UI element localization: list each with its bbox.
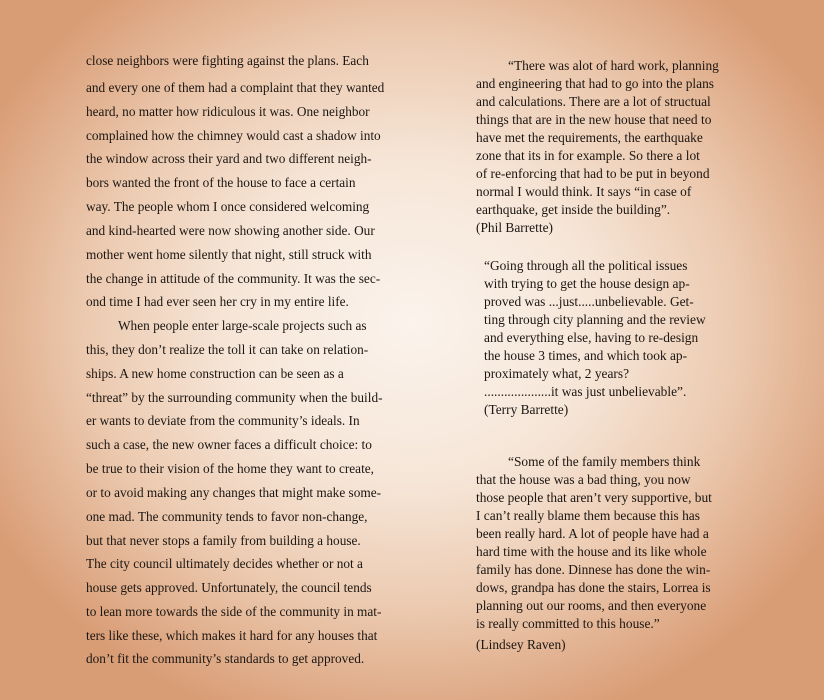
quote-line: the house 3 times, and which took ap- bbox=[484, 348, 688, 363]
text-line: mother went home silently that night, still struck with bbox=[86, 247, 372, 262]
text-line: ships. A new home construction can be seen as a bbox=[86, 366, 344, 381]
quote-line: “Going through all the political issues bbox=[484, 258, 688, 273]
quote-line: proved was ...just.....unbelievable. Get- bbox=[484, 294, 694, 309]
quote-line: and calculations. There are a lot of structual bbox=[476, 94, 711, 109]
text-line: ond time I had ever seen her cry in my entire life. bbox=[86, 294, 349, 309]
text-line: and kind-hearted were now showing another side. Our bbox=[86, 223, 375, 238]
quote-line: of re-enforcing that had to be put in beyond bbox=[476, 166, 710, 181]
quote-line: dows, grandpa has done the stairs, Lorrea is bbox=[476, 580, 711, 595]
quote-line: and everything else, having to re-design bbox=[484, 330, 699, 345]
quote-line: is really committed to this house.” bbox=[476, 616, 660, 631]
text-line: bors wanted the front of the house to face a certain bbox=[86, 175, 356, 190]
quote-line: ting through city planning and the review bbox=[484, 312, 706, 327]
quote-attribution: (Lindsey Raven) bbox=[476, 637, 566, 652]
quote-line: “There was alot of hard work, planning bbox=[508, 58, 719, 73]
text-line: such a case, the new owner faces a difficult choice: to bbox=[86, 437, 372, 452]
quote-line: hard time with the house and its like whole bbox=[476, 544, 707, 559]
text-line: ters like these, which makes it hard for any houses that bbox=[86, 628, 378, 643]
quote-line: normal I would think. It says “in case of bbox=[476, 184, 692, 199]
quote-attribution: (Terry Barrette) bbox=[484, 402, 569, 417]
quote-line: proximately what, 2 years? bbox=[484, 366, 630, 381]
text-line: and every one of them had a complaint that they wanted bbox=[86, 80, 385, 95]
text-line: way. The people whom I once considered welcoming bbox=[86, 199, 370, 214]
quote-attribution: (Phil Barrette) bbox=[476, 220, 553, 235]
text-line: or to avoid making any changes that might make some- bbox=[86, 485, 382, 500]
quote-line: “Some of the family members think bbox=[508, 454, 701, 469]
text-line: but that never stops a family from building a house. bbox=[86, 533, 361, 548]
quote-line: have met the requirements, the earthquake bbox=[476, 130, 703, 145]
text-line: don’t fit the community’s standards to get approved. bbox=[86, 651, 365, 666]
text-line: The city council ultimately decides whether or not a bbox=[86, 556, 363, 571]
text-line: the change in attitude of the community. It was the sec- bbox=[86, 271, 381, 286]
quote-line: with trying to get the house design ap- bbox=[484, 276, 690, 291]
quote-line: that the house was a bad thing, you now bbox=[476, 472, 691, 487]
text-line: be true to their vision of the home they want to create, bbox=[86, 461, 375, 476]
quote-line: those people that aren’t very supportive, but bbox=[476, 490, 712, 505]
quote-line: things that are in the new house that need to bbox=[476, 112, 712, 127]
text-line: close neighbors were fighting against the plans. Each bbox=[86, 53, 369, 68]
quote-line: and engineering that had to go into the plans bbox=[476, 76, 714, 91]
quote-line: ....................it was just unbelievable”. bbox=[484, 384, 687, 399]
text-line: the window across their yard and two different neigh- bbox=[86, 151, 372, 166]
text-line: complained how the chimney would cast a shadow into bbox=[86, 128, 381, 143]
quote-line: planning out our rooms, and then everyone bbox=[476, 598, 707, 613]
quote-line: earthquake, get inside the building”. bbox=[476, 202, 671, 217]
text-line: this, they don’t realize the toll it can take on relation- bbox=[86, 342, 369, 357]
text-line: to lean more towards the side of the community in mat- bbox=[86, 604, 382, 619]
text-line: house gets approved. Unfortunately, the council tends bbox=[86, 580, 372, 595]
quote-line: zone that its in for example. So there a lot bbox=[476, 148, 700, 163]
text-line: one mad. The community tends to favor non-change, bbox=[86, 509, 368, 524]
quote-line: family has done. Dinnese has done the win- bbox=[476, 562, 711, 577]
text-line: “threat” by the surrounding community when the build- bbox=[86, 390, 383, 405]
quote-line: I can’t really blame them because this has bbox=[476, 508, 700, 523]
text-line: When people enter large-scale projects such as bbox=[118, 318, 367, 333]
text-line: er wants to deviate from the community’s ideals. In bbox=[86, 413, 360, 428]
text-line: heard, no matter how ridiculous it was. One neighbor bbox=[86, 104, 370, 119]
quote-line: been really hard. A lot of people have had a bbox=[476, 526, 709, 541]
